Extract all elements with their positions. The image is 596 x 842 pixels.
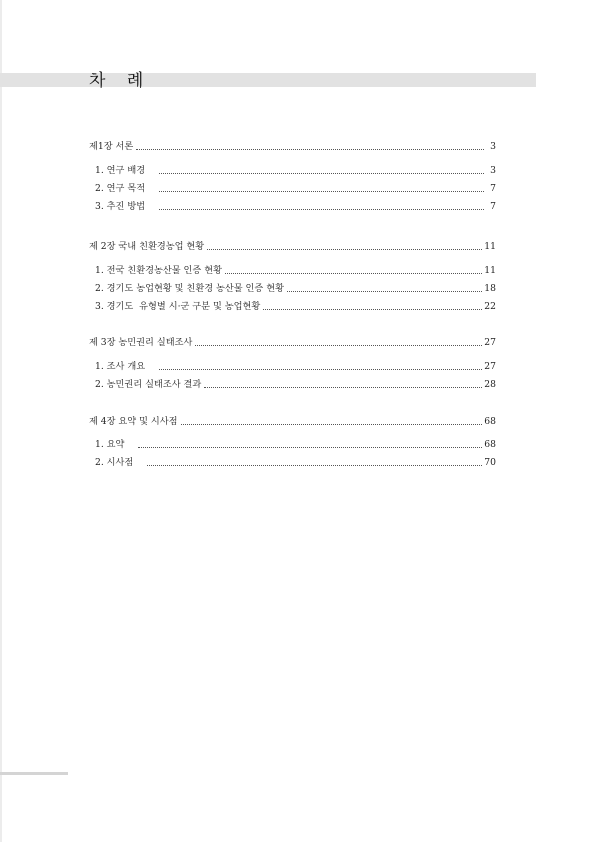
toc-page: 11	[484, 265, 496, 276]
toc-page: 18	[484, 283, 496, 294]
toc-page: 3	[490, 141, 496, 152]
toc-label: 3. 경기도 유형별 시·군 구분 및 농업현황	[95, 301, 261, 312]
toc-section-2-3[interactable]	[95, 300, 496, 313]
toc-chapter-3[interactable]	[89, 336, 496, 349]
toc-label: 1. 연구 배경	[95, 165, 146, 176]
toc-label: 2. 농민권리 실태조사 결과	[95, 379, 202, 390]
toc-label: 제 3장 농민권리 실태조사	[89, 337, 193, 348]
toc-label: 2. 경기도 농업현황 및 친환경 농산물 인증 현황	[95, 283, 284, 294]
toc-page: 11	[484, 241, 496, 252]
toc-section-4-2[interactable]	[95, 456, 496, 469]
toc-label: 2. 연구 목적	[95, 183, 146, 194]
toc-leader	[147, 465, 482, 466]
toc-leader	[181, 424, 483, 425]
toc-label: 제1장 서론	[89, 141, 134, 152]
toc-label: 제 2장 국내 친환경농업 현황	[89, 241, 205, 252]
toc-section-3-1[interactable]	[95, 360, 496, 373]
toc-leader	[204, 387, 482, 388]
page-title: 차 례	[89, 71, 152, 91]
toc-leader	[138, 447, 482, 448]
toc-chapter-1[interactable]	[89, 140, 496, 153]
toc-page: 68	[484, 439, 496, 450]
title-band	[0, 73, 536, 87]
toc-page: 7	[490, 183, 496, 194]
toc-section-3-2[interactable]	[95, 378, 496, 391]
toc-page: 27	[484, 337, 496, 348]
toc-page: 3	[490, 165, 496, 176]
toc-label: 2. 시사점	[95, 457, 134, 468]
toc-leader	[225, 273, 482, 274]
toc-leader	[159, 173, 484, 174]
toc-section-2-1[interactable]	[95, 264, 496, 277]
toc-section-1-3[interactable]	[95, 200, 496, 213]
toc-leader	[159, 369, 482, 370]
toc-page: 22	[484, 301, 496, 312]
toc-label: 제 4장 요약 및 시사점	[89, 416, 178, 427]
toc-label: 1. 요약	[95, 439, 125, 450]
toc-leader	[207, 249, 482, 250]
toc-section-1-1[interactable]	[95, 164, 496, 177]
page-left-edge	[0, 0, 2, 842]
toc-leader	[159, 209, 484, 210]
toc-section-4-1[interactable]	[95, 438, 496, 451]
toc-section-2-2[interactable]	[95, 282, 496, 295]
toc-label: 3. 추진 방법	[95, 201, 146, 212]
footer-bar	[0, 772, 68, 775]
toc-label: 1. 전국 친환경농산물 인증 현황	[95, 265, 222, 276]
toc-page: 68	[484, 416, 496, 427]
toc-page: 28	[484, 379, 496, 390]
toc-chapter-4[interactable]	[89, 415, 496, 428]
toc-leader	[263, 309, 482, 310]
toc-leader	[159, 191, 484, 192]
toc-chapter-2[interactable]	[89, 240, 496, 253]
toc-leader	[136, 149, 484, 150]
toc-leader	[287, 291, 482, 292]
toc-section-1-2[interactable]	[95, 182, 496, 195]
toc-label: 1. 조사 개요	[95, 361, 146, 372]
toc-leader	[195, 345, 482, 346]
toc-page: 70	[484, 457, 496, 468]
toc-page: 27	[484, 361, 496, 372]
toc-page: 7	[490, 201, 496, 212]
